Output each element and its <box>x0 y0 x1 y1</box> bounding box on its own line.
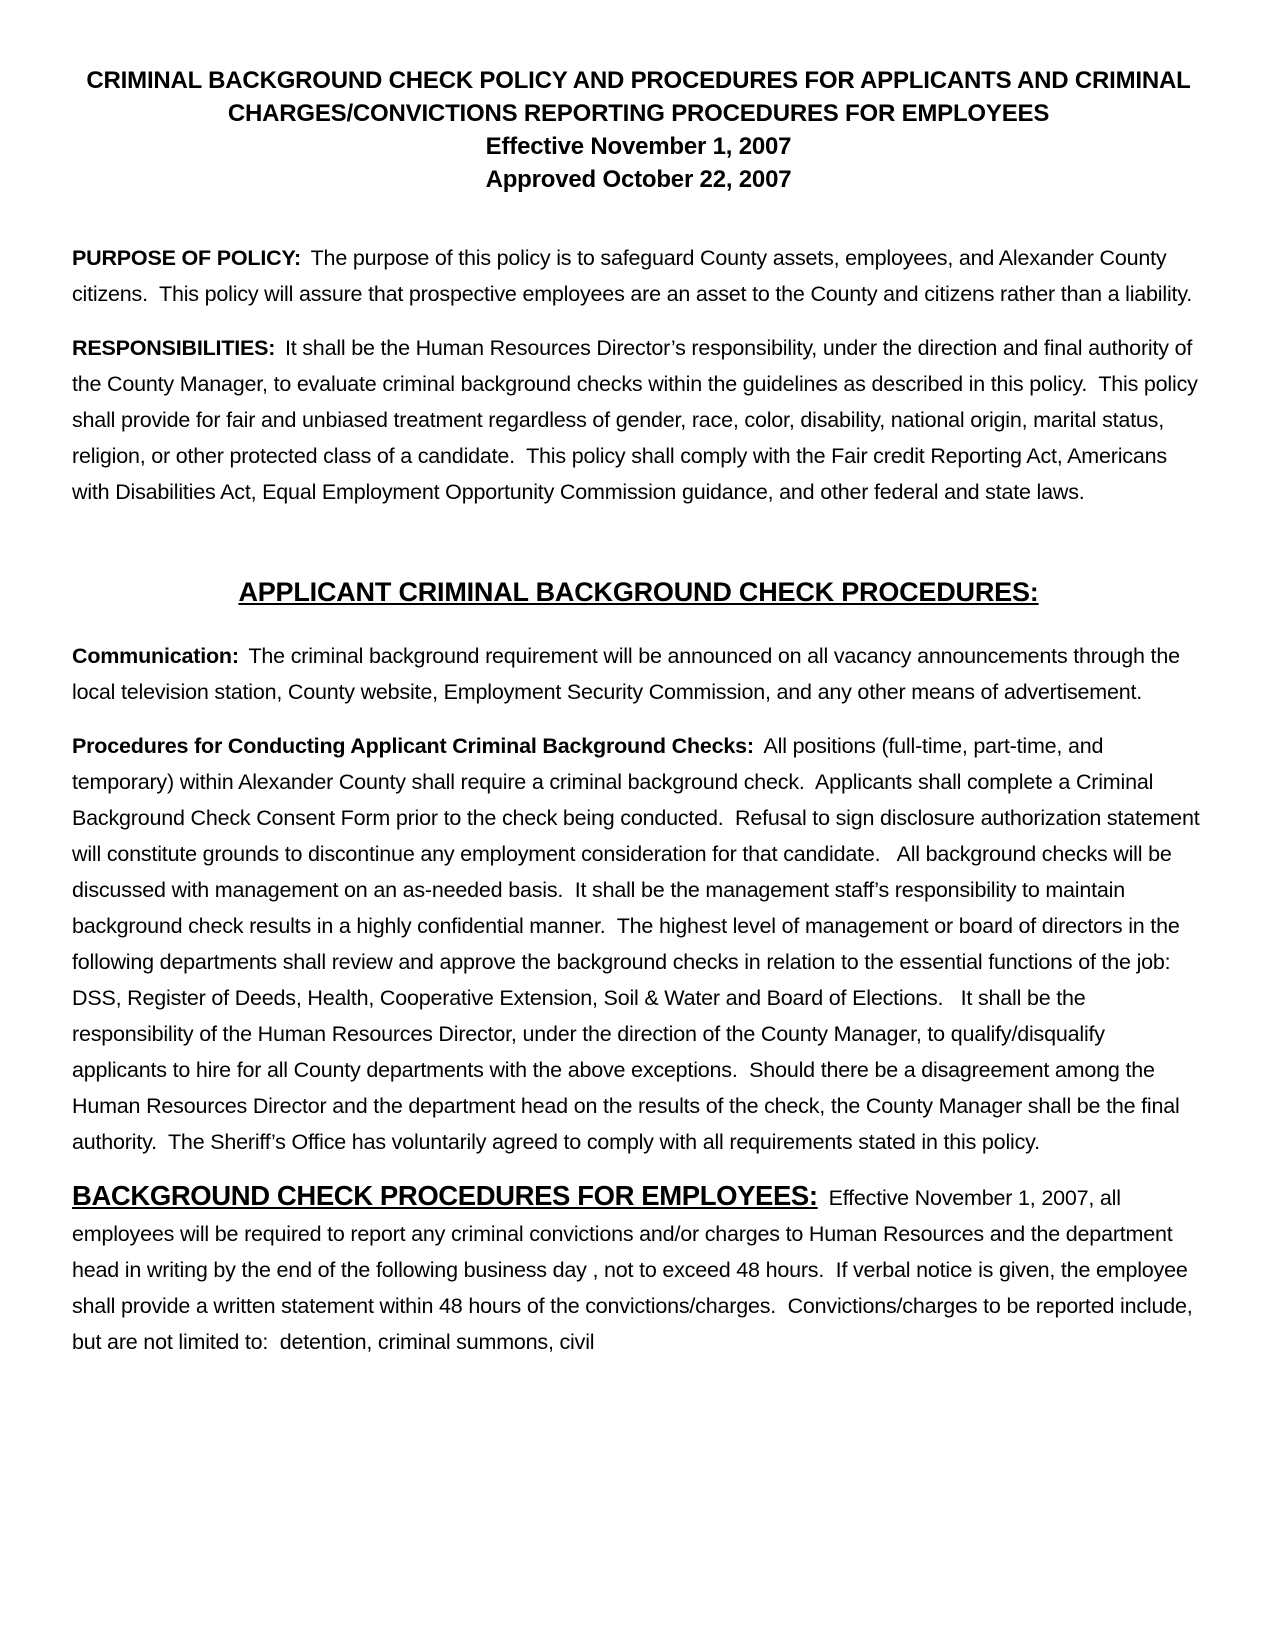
paragraph-responsibilities <box>72 330 1205 510</box>
document-title <box>72 64 1205 196</box>
employees-heading-label: BACKGROUND CHECK PROCEDURES FOR EMPLOYEES: <box>72 1180 818 1211</box>
purpose-text: The purpose of this policy is to safeguard County assets, employees, and Alexander County citizens. This policy will assure that prospective employees are an asset to the County and citizens rather than a liability. <box>72 246 1193 306</box>
procedures-text: All positions (full-time, part-time, and temporary) within Alexander County shall require a criminal background check. Applicants shall complete a Criminal Background Check Consent Form prior to the check being conducted. Refusal to sign disclosure authorization statement will constitute grounds to discontinue any employment consideration for that candidate. All background checks will be discussed with management on an as-needed basis. It shall be the management staff’s responsibility to maintain background check results in a highly confidential manner. The highest level of management or board of directors in the following departments shall review and approve the background checks in relation to the essential functions of the job: DSS, Register of Deeds, Health, Cooperative Extension, Soil & Water and Board of Elections. It shall be the responsibility of the Human Resources Director, under the direction of the County Manager, to qualify/disqualify applicants to hire for all County departments with the above exceptions. Should there be a disagreement among the Human Resources Director and the department head on the results of the check, the County Manager shall be the final authority. The Sheriff’s Office has voluntarily agreed to comply with all requirements stated in this policy. <box>72 734 1206 1154</box>
applicant-procedures-heading-text: APPLICANT CRIMINAL BACKGROUND CHECK PROCEDURES: <box>238 577 1039 607</box>
responsibilities-text: It shall be the Human Resources Director’s responsibility, under the direction and final authority of the County Manager, to evaluate criminal background checks within the guidelines as described in this policy. This policy shall provide for fair and unbiased treatment regardless of gender, race, color, disability, national origin, marital status, religion, or other protected class of a candidate. This policy shall comply with the Fair credit Reporting Act, Americans with Disabilities Act, Equal Employment Opportunity Commission guidance, and other federal and state laws. <box>72 336 1204 504</box>
communication-label: Communication: <box>72 644 239 668</box>
paragraph-employees <box>72 1178 1205 1360</box>
approved-date: Approved October 22, 2007 <box>485 166 792 193</box>
paragraph-procedures <box>72 728 1205 1160</box>
procedures-label: Procedures for Conducting Applicant Criminal Background Checks: <box>72 734 754 758</box>
title-line-2: CHARGES/CONVICTIONS REPORTING PROCEDURES FOR EMPLOYEES <box>227 100 1050 127</box>
applicant-procedures-heading <box>72 572 1205 612</box>
responsibilities-label: RESPONSIBILITIES: <box>72 336 276 360</box>
employees-text: Effective November 1, 2007, all employees will be required to report any criminal convictions and/or charges to Human Resources and the department head in writing by the end of the following business day , not to exceed 48 hours. If verbal notice is given, the employee shall provide a written statement within 48 hours of the convictions/charges. Convictions/charges to be reported include, but are not limited to: detention, criminal summons, civil <box>72 1186 1199 1354</box>
effective-date: Effective November 1, 2007 <box>485 133 792 160</box>
paragraph-purpose <box>72 240 1205 312</box>
communication-text: The criminal background requirement will be announced on all vacancy announcements through the local television station, County website, Employment Security Commission, and any other means of advertisement. <box>72 644 1186 704</box>
purpose-label: PURPOSE OF POLICY: <box>72 246 301 270</box>
paragraph-communication <box>72 638 1205 710</box>
title-line-1: CRIMINAL BACKGROUND CHECK POLICY AND PROCEDURES FOR APPLICANTS AND CRIMINAL <box>86 67 1191 94</box>
